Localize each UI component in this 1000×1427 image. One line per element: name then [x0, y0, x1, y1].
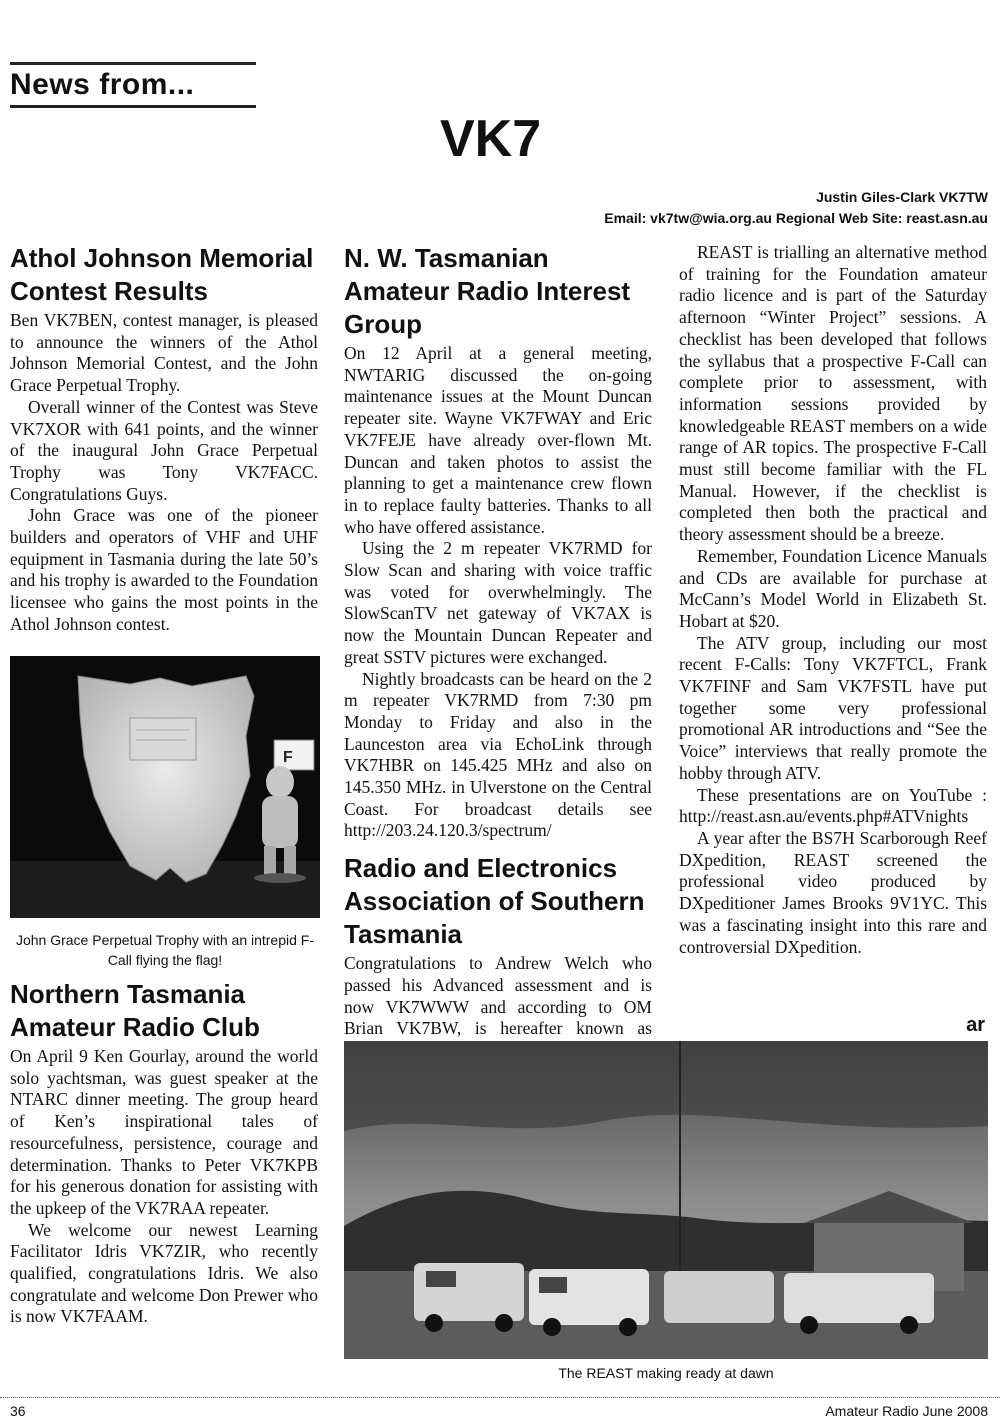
reast-paragraph: Congratulations to Andrew Welch who passed his Advanced assessment and is now VK7WWW and according to OM Brian VK7BW, is hereafter known as [344, 953, 652, 1039]
trophy-caption: John Grace Perpetual Trophy with an intrepid F-Call flying the flag! [15, 932, 315, 968]
ntarc-heading: Northern Tasmania Amateur Radio Club [10, 979, 260, 1042]
end-mark: ar [966, 1014, 985, 1036]
nwtarig-paragraph: On 12 April at a general meeting, NWTARIG discussed the on-going maintenance issues at the Mount Duncan repeater site. Wayne VK7FWAY and Eric VK7FEJE have already over-flown Mt. Duncan and taken photos to assist the planning to get a maintenance crew flown in to replace faulty batteries. Thanks to all who have offered assistance. [344, 343, 652, 537]
athol-paragraph: Overall winner of the Contest was Steve VK7XOR with 641 points, and the winner of the inaugural John Grace Perpetual Trophy was Tony VK7FACC. Congratulations Guys. [10, 396, 318, 504]
reast-paragraph: Remember, Foundation Licence Manuals and CDs are available for purchase at McCann’s Model World in Elizabeth St. Hobart at $20. [679, 545, 987, 631]
reast-dawn-photo [344, 1041, 988, 1359]
contact-line: Email: vk7tw@wia.org.au Regional Web Site: reast.asn.au [604, 210, 988, 226]
nwtarig-heading: N. W. Tasmanian Amateur Radio Interest Group [344, 243, 631, 339]
reast-paragraph: REAST is trialling an alternative method of training for the Foundation amateur radio licence and is part of the Saturday afternoon “Winter Project” sessions. A checklist has been developed that follows the syllabus that a prospective F-Call can complete prior to assessment, with information sessions provided by knowledgeable REAST members on a wide range of AR topics. The prospective F-Call must still become familiar with the FL Manual. However, if the checklist is completed then both the practical and theory assessment should be a breeze. [679, 242, 987, 545]
ntarc-paragraph: On April 9 Ken Gourlay, around the world solo yachtsman, was guest speaker at the NTARC dinner meeting. The group heard of Ken’s inspirational tales of resourcefulness, persistence, courage and determination. Thanks to Peter VK7KPB for his generous donation for assisting with the upkeep of the VK7RAA repeater. [10, 1046, 318, 1218]
reast-heading: Radio and Electronics Association of Southern Tasmania [344, 853, 645, 950]
header-rule-bottom [10, 105, 256, 108]
column-1 [10, 242, 318, 636]
athol-heading: Athol Johnson Memorial Contest Results [10, 243, 314, 306]
flag-letter: F [283, 749, 293, 766]
nwtarig-paragraph: Nightly broadcasts can be heard on the 2 m repeater VK7RMD from 7:30 pm Monday to Friday and also in the Launceston area via EchoLink through VK7HBR on 145.425 MHz and also on 145.350 MHz. in Ulverstone on the Central Coast. For broadcast details see http://203.24.120.3/spectrum/ [344, 668, 652, 841]
trophy-photo-image [10, 656, 320, 918]
reast-paragraph: A year after the BS7H Scarborough Reef DXpedition, REAST screened the professional video produced by DXpeditioner James Brooks 9V1YC. This was a fascinating insight into this rare and controversial DXpedition. [679, 827, 987, 957]
athol-paragraph: Ben VK7BEN, contest manager, is pleased to announce the winners of the Athol Johnson Memorial Contest, and the John Grace Perpetual Trophy. [10, 310, 318, 396]
reast-paragraph: The ATV group, including our most recent F-Calls: Tony VK7FTCL, Frank VK7FINF and Sam VK7FSTL have put together some very professional promotional AR introductions and “See the Voice” interviews that really promote the hobby through ATV. [679, 632, 987, 783]
nwtarig-paragraph: Using the 2 m repeater VK7RMD for Slow Scan and sharing with voice traffic was voted for overwhelmingly. The SlowScanTV net gateway of VK7AX is now the Mountain Duncan Repeater and great SSTV pictures were exchanged. [344, 538, 652, 667]
athol-paragraph: John Grace was one of the pioneer builders and operators of VHF and UHF equipment in Tasmania during the late 50’s and his trophy is awarded to the Foundation licensee who gains the most points in the Athol Johnson contest. [10, 505, 318, 634]
page-number: 36 [10, 1403, 26, 1419]
author-name: Justin Giles-Clark VK7TW [816, 189, 988, 205]
region-title: VK7 [440, 110, 542, 168]
column-3 [679, 242, 987, 958]
reast-paragraph: These presentations are on YouTube : http://reast.asn.au/events.php#ATVnights [679, 784, 987, 827]
reast-dawn-photo-image [344, 1041, 988, 1359]
column-2 [344, 242, 652, 1062]
publication-name: Amateur Radio June 2008 [825, 1403, 988, 1419]
section-heading: News from... [10, 68, 195, 101]
ntarc-paragraph: We welcome our newest Learning Facilitator Idris VK7ZIR, who recently qualified, congratulations Idris. We also congratulate and welcome Don Prewer who is now VK7FAAM. [10, 1219, 318, 1327]
reast-dawn-caption: The REAST making ready at dawn [558, 1365, 774, 1381]
header-rule-top [10, 62, 256, 65]
footer-rule [0, 1397, 1000, 1398]
ntarc-section [10, 978, 318, 1328]
trophy-photo [10, 656, 320, 918]
